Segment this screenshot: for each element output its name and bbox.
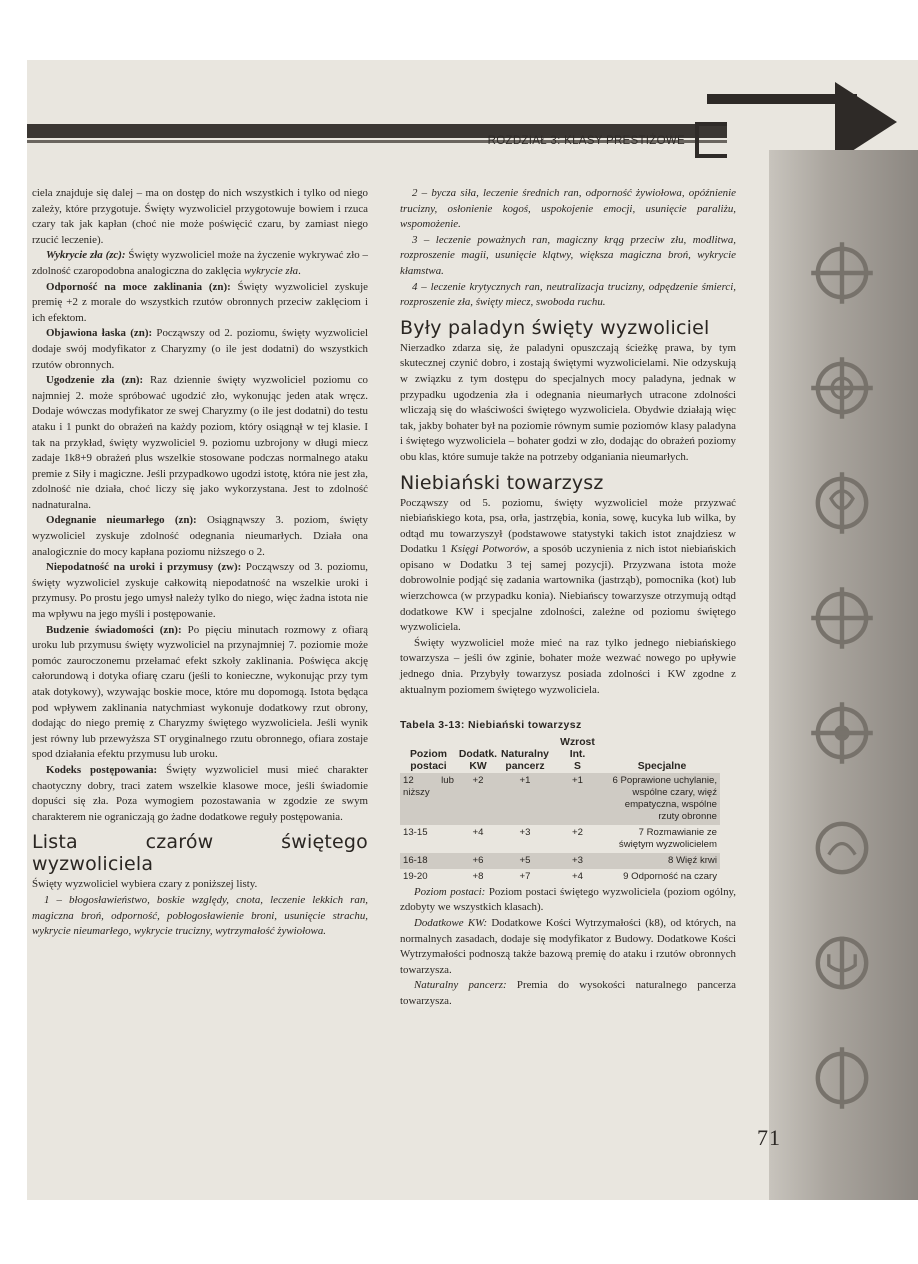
table-title: Tabela 3-13: Niebiański towarzysz	[400, 719, 582, 732]
paragraph: Budzenie świadomości (zn): Po pięciu minutach rozmowy z ofiarą uroku lub przymusu święty wyzwoliciel na przynajmniej 7. poziomie może pomóc zauroczonemu przełamać efekt szkoły zaklinania. Poświęca akcję całorundową i dotyka ofiarę czaru (jeśli to konieczne, wykonując przy tym atak dotykowy), wzywając boskie moce, które mu dopomogą. Istota będąca pod wpływem zaklinania natychmiast wykonuje dodatkowy rzut obrony, dodając do niego premię z Charyzmy świętego wyzwoliciela. Jeśli wynik jest równy lub przewyższa ST oryginalnego rzutu obronnego, ofiara zostaje spod działania efektu przymusu lub uroku.	[32, 623, 368, 761]
table-header: Specjalne	[637, 760, 687, 772]
table-row: 13-15 +4 +3 +2 7 Rozmawianie ze świętym wyzwolicielem	[403, 826, 717, 850]
table-note: Naturalny pancerz: Premia do wysokości naturalnego pancerza towarzysza.	[400, 979, 736, 1007]
table-row: 19-20 +8 +7 +4 9 Odporność na czary	[403, 870, 717, 882]
table-note: Dodatkowe KW: Dodatkowe Kości Wytrzymałości (k8), od których, na normalnych zasadach, dodaje się modyfikator z Budowy. Dodatkowe Kości Wytrzymałości podnoszą także bazową premię do ataku i rzutów obronnych towarzysza.	[400, 917, 736, 976]
paragraph: ciela znajduje się dalej – ma on dostęp do nich wszystkich i tylko od niego zależy, które przygotuje. Święty wyzwoliciel przygotowuje bowiem i rzuca czary tak jak kapłan (choć nie może poświęcić czaru, by zamiast niego rzucić leczenie).	[32, 187, 368, 246]
holy-symbol-icon	[809, 240, 875, 306]
section-heading: Lista czarów świętego wyzwoliciela	[32, 831, 368, 876]
right-column	[400, 186, 736, 1010]
paragraph: Odporność na moce zaklinania (zn): Święty wyzwoliciel zyskuje premię +2 z morale do wszystkich rzutów obronnych przeciw zaklęciom i ich efektom.	[32, 280, 368, 324]
left-column	[32, 186, 368, 940]
paragraph: Niepodatność na uroki i przymusy (zw): Począwszy od 3. poziomu, święty wyzwoliciel zyskuje całkowitą niepodatność na wszelkie uroki i przymusy. Po prostu jego umysł należy tylko do niego, więc żadna istota nie ma wpływu na jego myśli i postępowanie.	[32, 561, 368, 621]
table-header: Poziom postaci	[409, 748, 447, 772]
holy-symbol-icon	[809, 355, 875, 421]
table-header: Dodatk. KW	[458, 748, 498, 772]
section-heading: Były paladyn święty wyzwoliciel	[400, 316, 710, 339]
companion-table	[400, 737, 720, 885]
paragraph: Święty wyzwoliciel wybiera czary z poniższej listy.	[32, 878, 258, 891]
paragraph: Kodeks postępowania: Święty wyzwoliciel musi mieć charakter chaotyczny dobry, traci zatem wszelkie klasowe moce, jeśli świadomie dopuści się zła. Poza wymogiem pozostawania w zgodzie ze swym charakterem nie ograniczają go żadne dodatkowe reguły postępowania.	[32, 763, 368, 823]
table-row: 12 lub niższy +2 +1 +1 6 Poprawione uchylanie, wspólne czary, więź empatyczna, wspólne rzuty obronne	[400, 773, 720, 825]
bracket-decoration	[695, 122, 727, 158]
table-header: Naturalny pancerz	[501, 748, 549, 772]
spell-list: 2 – bycza siła, leczenie średnich ran, odporność żywiołowa, opóźnienie trucizny, osłonienie kogoś, uspokojenie emocji, usunięcie paraliżu, wspomożenie.	[400, 187, 736, 231]
holy-symbol-icon	[809, 1045, 875, 1111]
decorative-side-strip	[769, 150, 918, 1200]
holy-symbol-icon	[809, 815, 875, 881]
section-heading: Niebiański towarzysz	[400, 471, 604, 494]
paragraph: Począwszy od 5. poziomu, święty wyzwoliciel może przyzwać niebiańskiego kota, psa, orła, jastrzębia, konia, sowę, kucyka lub wilka, by odtąd mu towarzyszył (podstawowe statystyki takich istot znajdziesz w Dodatku 1 Księgi Potworów, a sposób uczynienia z nich istot niebiańskich opisano w Dodatku 3 tej samej pozycji). Przyzwana istota może dobrowolnie podjąć się zadania wartownika (jastrząb), pomocnika (kot) lub wierzchowca (w przypadku konia). Niebiańscy towarzysze otrzymują odtąd dodatkowe KW i specjalne zdolności, zależne od poziomu świętego wyzwoliciela.	[400, 496, 736, 634]
header-strip	[27, 132, 695, 154]
table-note: Poziom postaci: Poziom postaci świętego wyzwoliciela (poziom ogólny, zdobyty we wszystkich klasach).	[400, 885, 737, 914]
holy-symbol-icon	[809, 930, 875, 996]
table-row: 16-18 +6 +5 +3 8 Więź krwi	[400, 853, 720, 869]
running-head: ROZDZIAŁ 3: KLASY PRESTIŻOWE	[487, 135, 685, 147]
spell-list: 3 – leczenie poważnych ran, magiczny krąg przeciw złu, modlitwa, rozproszenie magii, usunięcie klątwy, większa magiczna broń, wykrycie kłamstwa.	[400, 233, 736, 277]
page-number: 71	[757, 1125, 781, 1150]
book-page	[27, 60, 918, 1200]
paragraph: Objawiona łaska (zn): Począwszy od 2. poziomu, święty wyzwoliciel dodaje swój modyfikator z Charyzmy (o ile jest dodatni) do wszystkich rzutów obronnych.	[32, 327, 368, 371]
spell-list: 4 – leczenie krytycznych ran, neutralizacja trucizny, odpędzenie śmierci, rozproszenie zła, święty miecz, swoboda ruchu.	[400, 280, 736, 309]
paragraph: Ugodzenie zła (zn): Raz dziennie święty wyzwoliciel poziomu co najmniej 2. może spróbować ugodzić zło, wykonując jeden atak wręcz. Dodaje wówczas modyfikator ze swej Charyzmy (o ile jest dodatni) do testu ataku i 1 punkt do obrażeń na każdy poziom, który osiągnął w tej klasie. I tak na przykład, święty wyzwoliciel 9. poziomu uzbrojony w długi miecz zadaje 1k8+9 obrażeń plus wszelkie stosowane podczas normalnego ataku premie z Siły i magiczne. Jeśli przypadkowo ugodzi istotę, która nie jest zła, zdolność nie działa, choć liczy się jako wykorzystana. Jest to zdolność nadnaturalna.	[32, 374, 368, 511]
table-header: Wzrost Int. S	[560, 736, 595, 772]
paragraph: Święty wyzwoliciel może mieć na raz tylko jednego niebiańskiego towarzysza – jeśli ów zginie, bohater może wezwać nowego po upływie jednego dnia. Przybyły towarzysz posiada zdolności i KW zgodne z aktualnym poziomem świętego wyzwoliciela.	[400, 636, 736, 696]
paragraph: Odegnanie nieumarłego (zn): Osiągnąwszy 3. poziom, święty wyzwoliciel zyskuje zdolność odegnania nieumarłych. Działa ona analogicznie do mocy kapłana poziomu niższego o 2.	[32, 514, 368, 558]
holy-symbol-icon	[809, 700, 875, 766]
paragraph: Wykrycie zła (zc): Święty wyzwoliciel może na życzenie wykrywać zło – zdolność czaropodobna analogiczna do zaklęcia wykrycie zła.	[32, 249, 368, 277]
holy-symbol-icon	[809, 585, 875, 651]
paragraph: Nierzadko zdarza się, że paladyni opuszczają ścieżkę prawa, by tym skutecznej czynić dobro, i zostają świętymi wyzwolicielami. Nie odzyskują w związku z tym dostępu do specjalnych mocy paladyna, jednak w przypadku ugodzenia zła i odegnania nieumarłych utracone zdolności wliczają się do właściwości świętego wyzwoliciela. Obydwie działają więc tak, jakby bohater był na poziomie równym sumie poziomów klasy paladyna i świętego wyzwoliciela – bohater godzi w zło, dodając do obrażeń poziomy obu klas, które sumuje także na potrzeby odganiania nieumarłych.	[400, 341, 736, 463]
holy-symbol-icon	[809, 470, 875, 536]
spell-list: 1 – błogosławieństwo, boskie względy, cnota, leczenie lekkich ran, magiczna broń, odporność, pobłogosławienie broni, usunięcie strachu, wykrycie nieumarłego, wykrycie trucizny, wytrzymałość żywiołowa.	[32, 893, 368, 938]
